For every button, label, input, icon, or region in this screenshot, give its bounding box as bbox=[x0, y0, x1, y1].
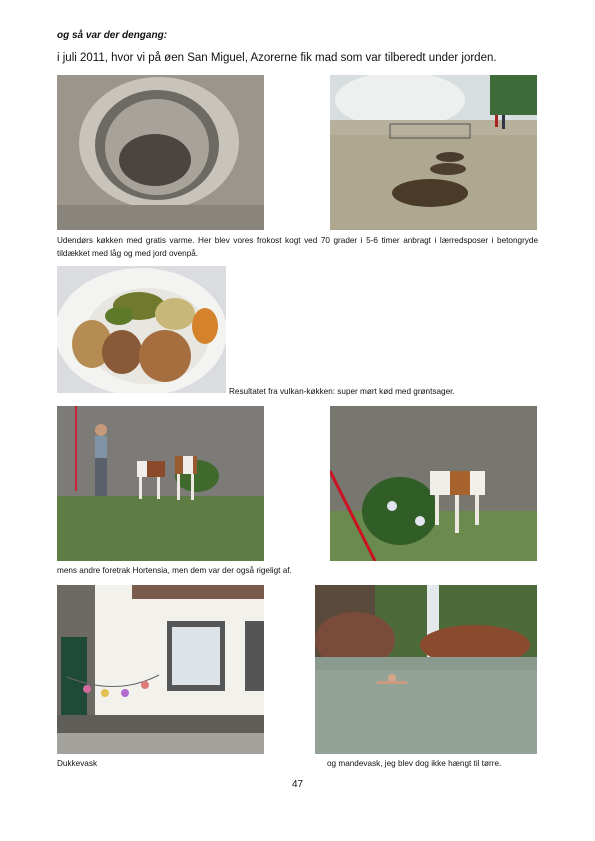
calves-caption: mens andre foretrak Hortensia, men dem var der også rigeligt af. bbox=[57, 566, 292, 575]
doll-wash-photo bbox=[57, 585, 264, 754]
page-number: 47 bbox=[291, 779, 304, 790]
meal-photo bbox=[57, 266, 226, 393]
calf-hydrangea-photo bbox=[330, 406, 537, 561]
calves-with-man-photo bbox=[57, 406, 264, 561]
hot-spring-bath-photo bbox=[315, 585, 537, 754]
steam-field-photo bbox=[330, 75, 537, 230]
doll-wash-caption: Dukkevask bbox=[57, 759, 98, 768]
cooking-pit-photo bbox=[57, 75, 264, 230]
oven-caption: Udendørs køkken med gratis varme. Her blev vores frokost kogt ved 70 grader i 5-6 timer anbragt i lærredsposer i betongryde tildækket med låg og med jord ovenpå. bbox=[57, 236, 538, 258]
meal-caption: Resultatet fra vulkan-køkken: super mørt kød med grøntsager. bbox=[229, 387, 455, 396]
intro-text: i juli 2011, hvor vi på øen San Miguel, Azorerne fik mad som var tilberedt under jorden. bbox=[57, 52, 497, 64]
bath-caption: og mandevask, jeg blev dog ikke hængt til tørre. bbox=[327, 759, 502, 768]
page-heading: og så var der dengang: bbox=[57, 30, 168, 41]
